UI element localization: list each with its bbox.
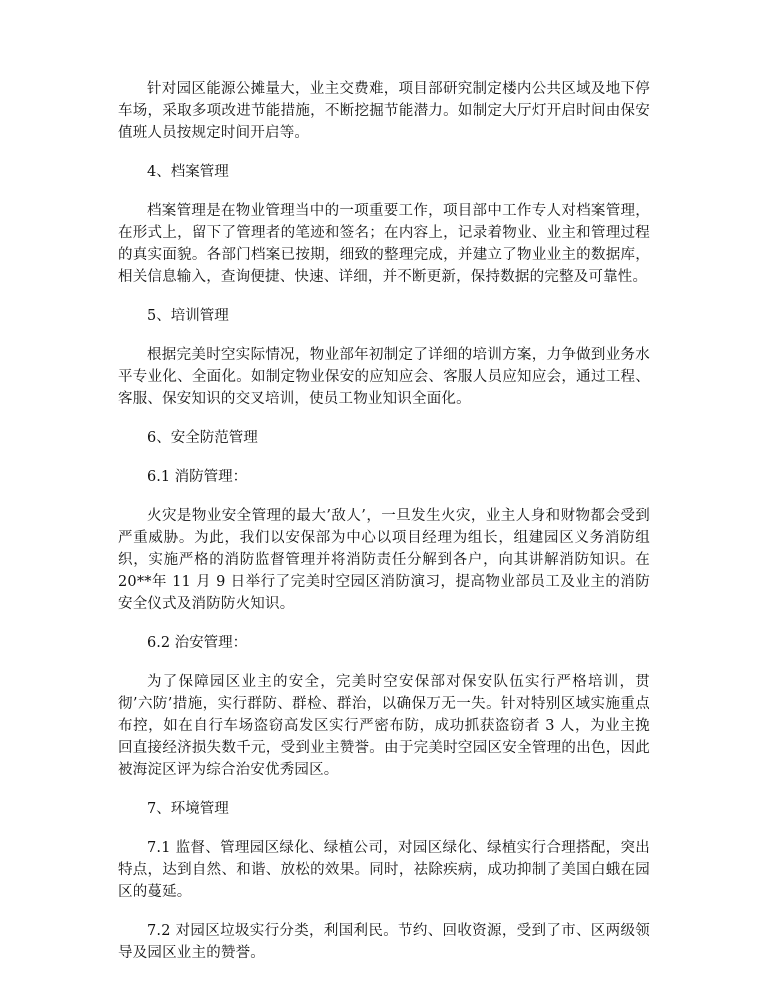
paragraph-archive-management: 档案管理是在物业管理当中的一项重要工作，项目部中工作专人对档案管理，在形式上，留下了管理者的笔迹和签名；在内容上，记录着物业、业主和管理过程的真实面貌。各部门档案已按期，细致的整理完成，并建立了物业业主的数据库，相关信息输入，查询便捷、快速、详细，并不断更新，保持数据的完整及可靠性。 [118,203,650,285]
document-body [118,78,650,981]
heading-environment-management: 7、环境管理 [147,801,229,817]
heading-fire-management: 6.1 消防管理： [147,469,248,485]
heading-security-management: 6.2 治安管理： [147,635,248,651]
heading-archive-management: 4、档案管理 [147,164,229,180]
paragraph-security-management: 为了保障园区业主的安全，完美时空安保部对保安队伍实行严格培训，贯彻’六防’措施，实行群防、群检、群治，以确保万无一失。针对特别区域实施重点布控，如在自行车场盗窃高发区实行严密布防，成功抓获盗窃者 3 人，为业主挽回直接经济损失数千元，受到业主赞誉。由于完美时空园区安全管理的出色，因此被海淀区评为综合治安优秀园区。 [118,674,650,778]
heading-training-management: 5、培训管理 [147,308,229,324]
paragraph-fire-management: 火灾是物业安全管理的最大’敌人’，一旦发生火灾，业主人身和财物都会受到严重威胁。为此，我们以安保部为中心以项目经理为组长，组建园区义务消防组织，实施严格的消防监督管理并将消防责任分解到各户，向其讲解消防知识。在 20**年 11 月 9 日举行了完美时空园区消防演习，提高物业部员工及业主的消防安全仪式及消防防火知识。 [118,508,650,612]
paragraph-garbage-sorting: 7.2 对园区垃圾实行分类，利国利民。节约、回收资源，受到了市、区两级领导及园区业主的赞誉。 [118,923,650,961]
paragraph-training-management: 根据完美时空实际情况，物业部年初制定了详细的培训方案，力争做到业务水平专业化、全面化。如制定物业保安的应知应会、客服人员应知应会，通过工程、客服、保安知识的交叉培训，使员工物业知识全面化。 [118,347,650,407]
paragraph-energy-saving: 针对园区能源公摊量大，业主交费难，项目部研究制定楼内公共区域及地下停车场，采取多项改进节能措施，不断挖掘节能潜力。如制定大厅灯开启时间由保安值班人员按规定时间开启等。 [118,81,650,141]
paragraph-greening: 7.1 监督、管理园区绿化、绿植公司，对园区绿化、绿植实行合理搭配，突出特点，达到自然、和谐、放松的效果。同时，祛除疾病，成功抑制了美国白蛾在园区的蔓延。 [118,840,650,900]
heading-safety-management: 6、安全防范管理 [147,430,258,446]
